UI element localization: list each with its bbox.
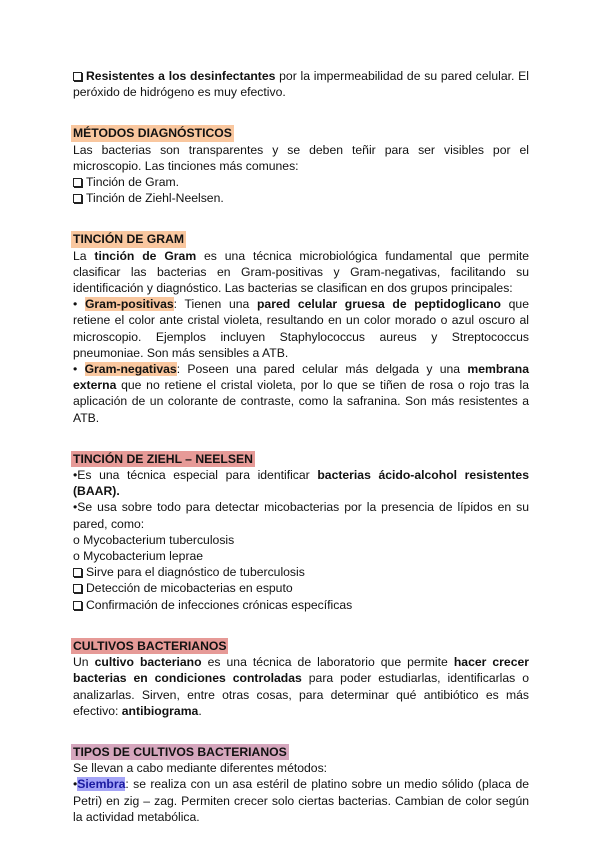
gram-positive-label: Gram-positivas	[84, 297, 174, 312]
section-heading-bacterial-cultures: CULTIVOS BACTERIANOS	[73, 638, 227, 653]
section-heading-diagnostic-methods: MÉTODOS DIAGNÓSTICOS	[73, 126, 232, 141]
list-item: o Mycobacterium leprae	[73, 549, 204, 564]
section-heading-gram-stain: TINCIÓN DE GRAM	[73, 232, 185, 247]
checkbox-bullet-icon	[73, 178, 82, 187]
list-item: Sirve para el diagnóstico de tuberculosis	[73, 564, 529, 580]
paragraph-cultures: Un cultivo bacteriano es una técnica de laboratorio que permite hacer crecer bacterias en condiciones controladas para poder estudiarlas, identificarlas o analizarlas. Sirven, entre otras cosas, para determinar qué antibiótico es más efectivo: antibiograma.	[73, 655, 530, 718]
paragraph-gram-negative: • Gram-negativas: Poseen una pared celular más delgada y una membrana externa que no retiene el cristal violeta, por lo que se tiñen de rosa o rojo tras la aplicación de un colorante de contraste, como la safranina. Son más resistentes a ATB.	[73, 362, 530, 425]
gram-negative-label: Gram-negativas	[84, 362, 177, 377]
checkbox-bullet-icon	[73, 601, 82, 610]
section-heading-culture-types: TIPOS DE CULTIVOS BACTERIANOS	[73, 744, 287, 759]
list-item: Detección de micobacterias en esputo	[73, 580, 529, 596]
paragraph-gram-positive: • Gram-positivas: Tienen una pared celular gruesa de peptidoglicano que retiene el color ante cristal violeta, resultando en un color morado o azul oscuro al microscopio. Ejemplos incluyen Staphylococcus aureus y Streptococcus pneumoniae. Son más sensibles a ATB.	[73, 297, 529, 360]
list-item: Tinción de Ziehl-Neelsen.	[73, 190, 529, 206]
checkbox-bullet-icon	[73, 584, 82, 593]
siembra-label: Siembra	[77, 777, 126, 792]
document-page	[73, 68, 529, 825]
checkbox-bullet-icon	[73, 194, 82, 203]
paragraph-zn-1: •Es una técnica especial para identificar bacterias ácido-alcohol resistentes (BAAR).	[73, 468, 529, 499]
paragraph-resistance: Resistentes a los desinfectantes por la impermeabilidad de su pared celular. El peróxido de hidrógeno es muy efectivo.	[73, 69, 529, 100]
section-heading-ziehl-neelsen: TINCIÓN DE ZIEHL – NEELSEN	[73, 451, 253, 466]
paragraph-culture-types-intro: Se llevan a cabo mediante diferentes métodos:	[73, 761, 328, 776]
paragraph-zn-2: •Se usa sobre todo para detectar micobacterias por la presencia de lípidos en su pared, como:	[73, 500, 529, 531]
list-item: Confirmación de infecciones crónicas específicas	[73, 597, 529, 613]
checkbox-bullet-icon	[73, 568, 82, 577]
list-item: Tinción de Gram.	[73, 174, 529, 190]
list-item: o Mycobacterium tuberculosis	[73, 532, 235, 547]
paragraph-diagnostic-intro: Las bacterias son transparentes y se deben teñir para ser visibles por el microscopio. Las tinciones más comunes:	[73, 142, 529, 173]
paragraph-gram-intro: La tinción de Gram es una técnica microbiológica fundamental que permite clasificar las bacterias en Gram-positivas y Gram-negativas, facilitando su identificación y diagnóstico. Las bacterias se clasifican en dos grupos principales:	[73, 248, 529, 296]
checkbox-bullet-icon	[73, 72, 82, 81]
paragraph-siembra: •Siembra: se realiza con un asa estéril de platino sobre un medio sólido (placa de Petri) en zig – zag. Permiten crecer solo ciertas bacterias. Cambian de color según la actividad metabólica.	[73, 777, 529, 824]
